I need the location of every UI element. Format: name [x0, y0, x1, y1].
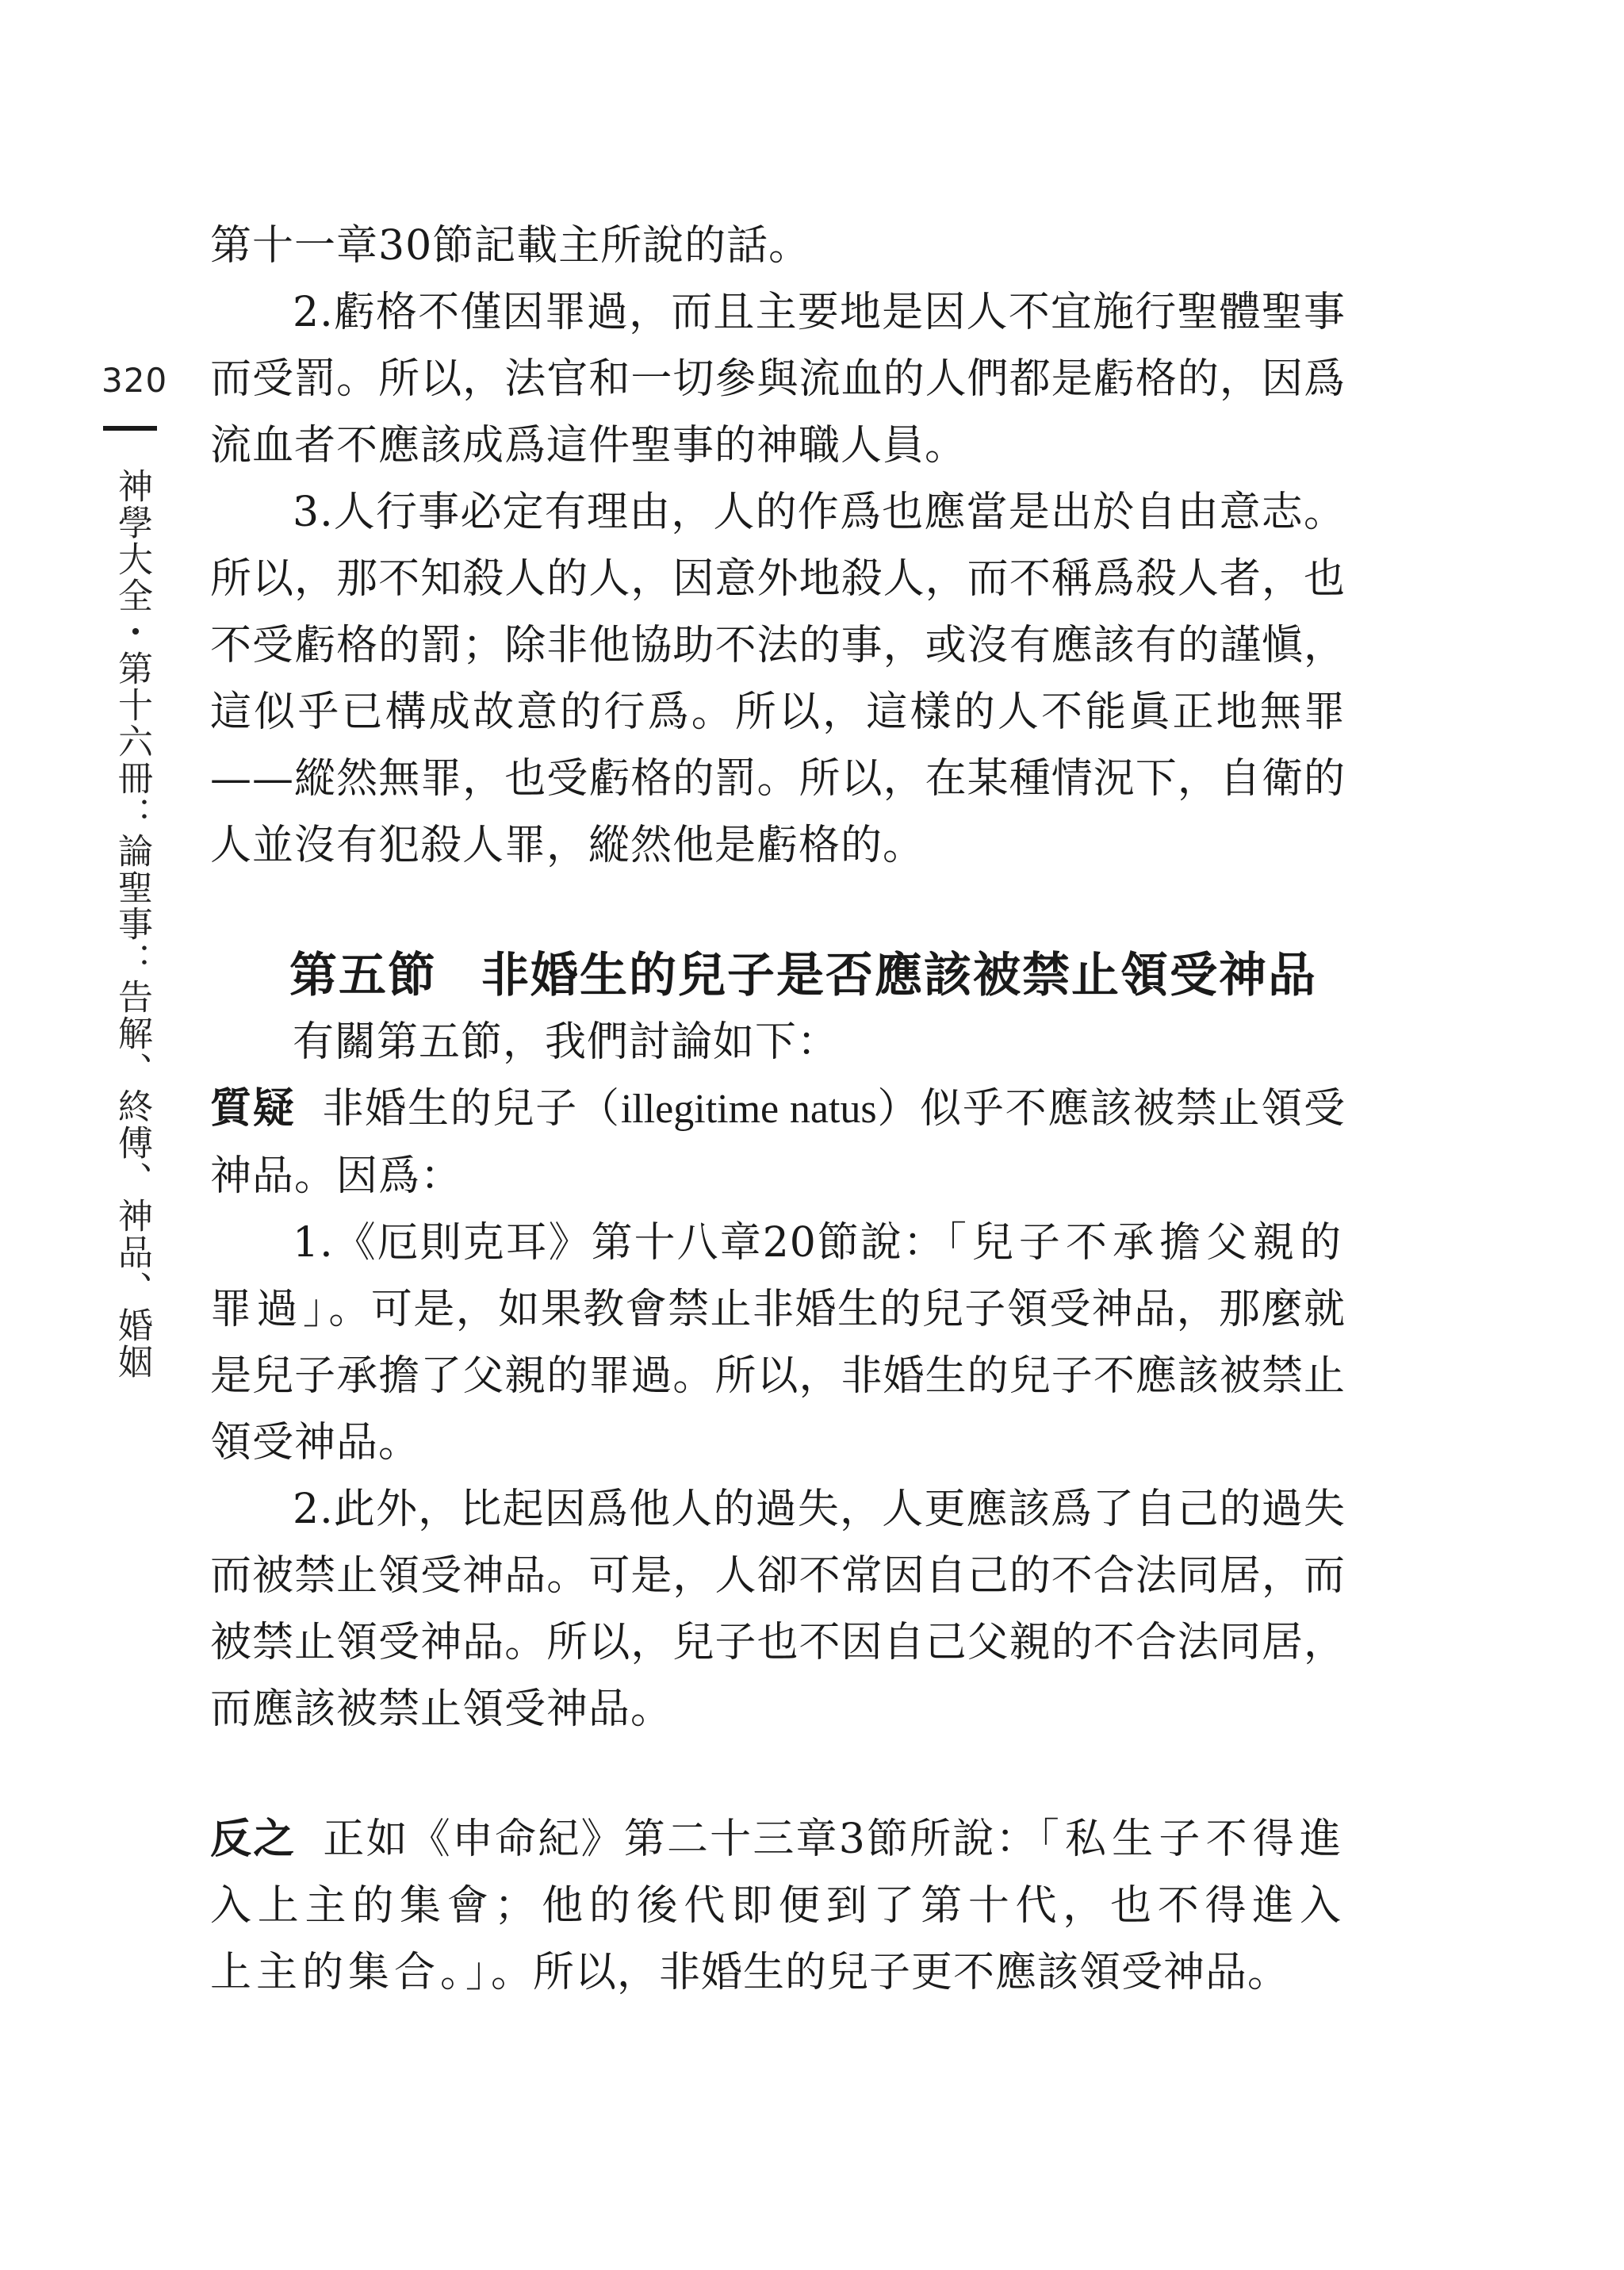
- main-text: [210, 213, 1346, 2006]
- page-number: 320: [102, 361, 168, 400]
- objection-text-after: ）似乎不應該被禁止領受神品。因爲：: [210, 1085, 1346, 1200]
- objection-point-2: 2.此外，比起因爲他人的過失，人更應該爲了自己的過失而被禁止領受神品。可是，人卻不常因自己的不合法同居，而被禁止領受神品。所以，兒子也不因自己父親的不合法同居，而應該被禁止領受神品。: [210, 1486, 1346, 1733]
- paragraph-continuation: 第十一章30節記載主所說的話。: [210, 222, 811, 270]
- contrary-text-start: 正如《申命紀》第二十三章3節所說：: [323, 1816, 1039, 1863]
- margin-rule: [103, 426, 157, 431]
- objection-point-1-quote: 「兒子不承擔父親的罪過」: [210, 1219, 1346, 1333]
- contrary-label: 反之: [210, 1816, 297, 1863]
- section-intro: 有關第五節，我們討論如下：: [293, 1018, 840, 1066]
- objection-paragraph: [210, 1076, 1346, 1210]
- paragraph-point-3: 3.人行事必定有理由，人的作爲也應當是出於自由意志。所以，那不知殺人的人，因意外地殺人，而不稱爲殺人者，也不受虧格的罰；除非他協助不法的事，或沒有應該有的謹愼，這似乎已構成故意的行爲。所以，這樣的人不能眞正地無罪——縱然無罪，也受虧格的罰。所以，在某種情況下，自衛的人並沒有犯殺人罪，縱然他是虧格的。: [210, 489, 1346, 869]
- contrary-quote: 「私生子不得進入上主的集會；他的後代即便到了第十代，也不得進入上主的集合。」: [210, 1816, 1346, 1996]
- section-number: 第五節: [289, 948, 437, 1003]
- running-title: 神學大全・第十六冊：論聖事：告解、終傅、神品、婚姻: [112, 468, 152, 1380]
- objection-point-1-rest: 。可是，如果教會禁止非婚生的兒子領受神品，那麼就是兒子承擔了父親的罪過。所以，非婚生的兒子不應該被禁止領受神品。: [210, 1286, 1346, 1467]
- objection-text-before: 非婚生的兒子（: [322, 1085, 621, 1133]
- section-title: 非婚生的兒子是否應該被禁止領受神品: [481, 948, 1317, 1003]
- objection-point-1-start: 1.《厄則克耳》第十八章20節說：: [293, 1219, 946, 1267]
- objection-label: 質疑: [210, 1085, 296, 1133]
- contrary-text-end: 。所以，非婚生的兒子更不應該領受神品。: [491, 1949, 1290, 1996]
- paragraph-point-2: 2.虧格不僅因罪過，而且主要地是因人不宜施行聖體聖事而受罰。所以，法官和一切參與流血的人們都是虧格的，因爲流血者不應該成爲這件聖事的神職人員。: [210, 289, 1346, 470]
- objection-latin-term: illegitime natus: [620, 1087, 877, 1132]
- objection-point-1: [210, 1210, 1346, 1476]
- section-heading: [210, 942, 1346, 1009]
- contrary-paragraph: [210, 1806, 1346, 2006]
